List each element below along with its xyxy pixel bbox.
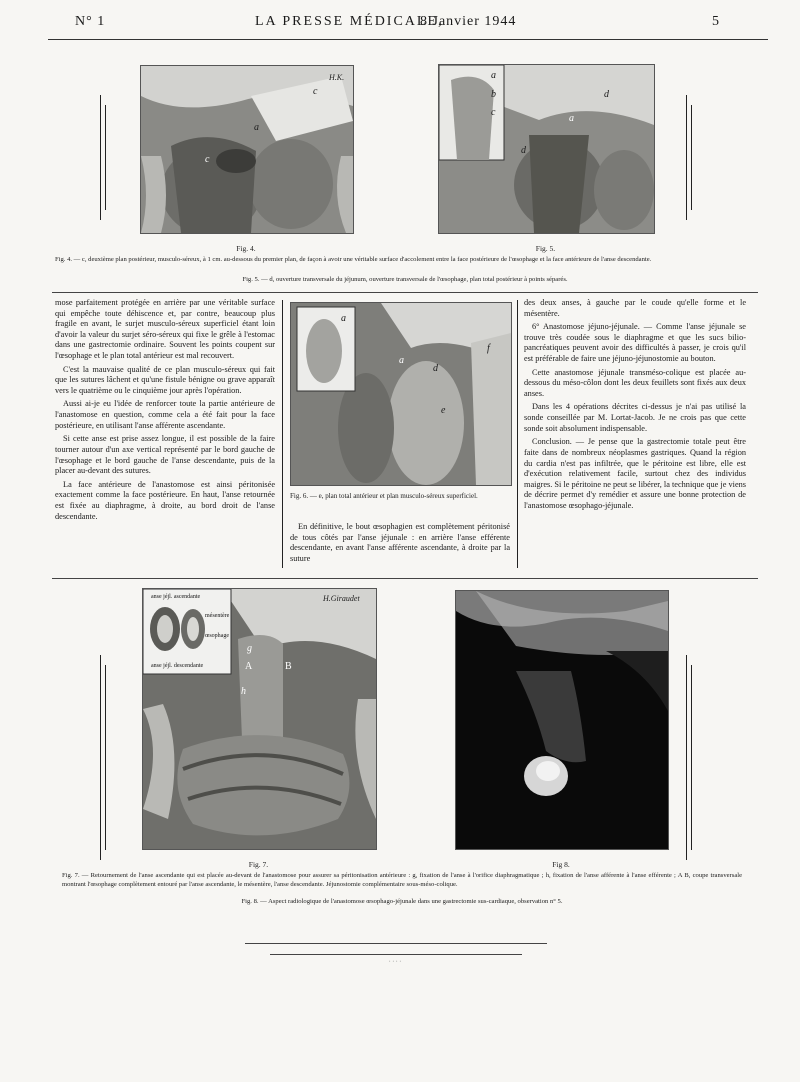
paragraph: mose parfaitement protégée en arrière par une véritable surface qui empêche toute déhiscence et, par contre, beaucoup plus fragile en avant, le surjet musculo-séreux superficiel étant loin d'avoir la valeur du surjet séro-séreux qui fixe le grêle à l'estomac dans une gastrectomie ordinaire. Souvent les points coupent sur l'œsophage et le plan total antérieur est mal recouvert. — [55, 298, 275, 361]
paragraph: 6° Anastomose jéjuno-jéjunale. — Comme l'anse jéjunale se trouve très coudée sous le diaphragme et que les sucs bilio-pancréatiques peuvent avoir des difficultés à passer, je crois qu'il est préférable de faire une jéjuno-jéjunostomie au bouton. — [524, 322, 746, 364]
figure-4-label: Fig. 4. — [236, 244, 256, 253]
figure-7-letter: B — [285, 661, 292, 672]
figure-6-letter: a — [341, 313, 346, 324]
paragraph: Si cette anse est prise assez longue, il est possible de la faire tourner autour d'un axe vertical représenté par le bord gauche de l'œsophage et le bord gauche de l'anse descendante, puis de la placer au-devant des sutures. — [55, 434, 275, 476]
text-column-left — [55, 298, 275, 525]
figure-7-letter: A — [245, 661, 253, 672]
figure-6-caption: Fig. 6. — e, plan total antérieur et plan musculo-séreux superficiel. — [290, 492, 478, 500]
caption-divider — [52, 292, 758, 293]
figure-4-caption: Fig. 4. — c, deuxième plan postérieur, musculo-séreux, à 1 cm. au-dessous du premier plan, de façon à avoir une véritable surface d'accolement entre la face postérieure de l'œsophage et la face antérieure de l'anse descendante. — [55, 256, 652, 263]
text-column-right — [524, 298, 746, 515]
figure-5-caption: Fig. 5. — d, ouverture transversale du jéjunum, ouverture transversale de l'œsophage, plan total postérieur à points séparés. — [242, 276, 568, 283]
figure-8-label: Fig 8. — [552, 860, 570, 869]
figure-5-letter: d — [521, 145, 526, 156]
figure-7-inset-label: mésentère — [205, 613, 230, 619]
figure-7-inset-label: œsophage — [205, 633, 229, 639]
figure-6-letter: e — [441, 405, 446, 416]
margin-rule — [105, 665, 106, 850]
figure-7-illustration — [142, 588, 377, 850]
figure-8-caption: Fig. 8. — Aspect radiologique de l'anastomose œsophago-jéjunale dans une gastrectomie sus-cardiaque, observation n° 5. — [241, 898, 563, 905]
figure-5-letter: a — [569, 113, 574, 124]
page-number: 5 — [712, 14, 720, 29]
margin-rule — [100, 95, 101, 220]
margin-rule — [686, 95, 687, 220]
paragraph: En définitive, le bout œsophagien est complètement péritonisé de tous côtés par l'anse jéjunale : en arrière l'anse efférente descendante, en avant l'anse afférente ascendante, à droite par la suture — [290, 522, 510, 563]
figure-5-letter: c — [491, 107, 496, 118]
figure-6-letter: f — [487, 343, 490, 354]
footer-rule — [270, 954, 522, 955]
figure-5-illustration — [438, 64, 655, 234]
paragraph: des deux anses, à gauche par le coude qu'elle forme et le mésentère. — [524, 298, 746, 318]
figure-4-signature: H.K. — [329, 73, 345, 82]
footer-rule — [245, 943, 547, 944]
figure-6-letter: a — [399, 355, 404, 366]
figure-7-signature: H.Giraudet — [323, 594, 360, 603]
figure-6-letter: d — [433, 363, 438, 374]
figure-5-letter: b — [491, 89, 496, 100]
figure-4-letter: c — [205, 154, 210, 165]
figure-7-inset-label: anse jéjl. ascendante — [151, 594, 201, 600]
margin-rule — [686, 655, 687, 860]
figure-6-illustration — [290, 302, 512, 486]
figure-5-label: Fig. 5. — [535, 244, 556, 253]
margin-rule — [691, 105, 692, 210]
figure-8-radiograph — [455, 590, 669, 850]
paragraph: C'est la mauvaise qualité de ce plan musculo-séreux qui fait que les sutures lâchent et qu'une fistule bénigne ou grave apparaît vers le quatrième ou le cinquième jour après l'opération. — [55, 364, 275, 395]
column-divider — [517, 300, 518, 568]
issue-date: 8 Janvier 1944 — [420, 14, 517, 29]
figure-7-label: Fig. 7. — [248, 860, 269, 869]
figure-4-letter: a — [254, 122, 259, 133]
figure-5-letter: a — [491, 70, 496, 81]
text-column-middle — [290, 522, 510, 567]
paragraph: Conclusion. — Je pense que la gastrectomie totale peut être faite dans de nombreux néoplasmes gastriques. Quand la région du cardia n'est pas infiltrée, que le péritoine est libre, elle est d'exécution relativement facile, surtout chez des individus maigres. Si le péritoine ne peut se libérer, la technique que je viens de décrire permet d'y remédier et assure une bonne protection de l'anastomose œsophago-jéjunale. — [524, 437, 746, 510]
margin-rule — [100, 655, 101, 860]
figure-7-letter: g — [247, 643, 252, 654]
figure-7-letter: h — [241, 686, 246, 697]
column-divider — [282, 300, 283, 568]
figure-7-inset-label: anse jéjl. descendante — [151, 663, 204, 669]
header-rule — [48, 39, 768, 40]
margin-rule — [105, 105, 106, 210]
margin-rule — [691, 665, 692, 850]
paragraph: Aussi ai-je eu l'idée de renforcer toute la partie antérieure de l'anastomose en question, comme cela a été fait pour la face postérieure, en utilisant l'anse afférente ascendante. — [55, 399, 275, 430]
figure-5-letter: d — [604, 89, 609, 100]
figure-7-caption: Fig. 7. — Retournement de l'anse ascendante qui est placée au-devant de l'anastomose pour assurer sa péritonisation antérieure : g, fixation de l'anse à l'orifice diaphragmatique ; h, fixation de l'anse afférente à l'anse efférente ; A B, coupe transversale montrant l'œsophage complètement entouré par l'anse ascendante, le mésentère, l'anse descendante. Jéjunostomie complémentaire sous-méso-colique. — [62, 872, 742, 888]
figure-4-letter: c — [313, 86, 318, 97]
paragraph: La face antérieure de l'anastomose est ainsi péritonisée exactement comme la face postérieure. En haut, l'anse retournée est fixée au diaphragme, à droite, au bord droit de l'anse descendante. — [55, 479, 275, 521]
journal-title: LA PRESSE MÉDICALE, — [255, 14, 444, 29]
paragraph: Dans les 4 opérations décrites ci-dessus je n'ai pas utilisé la sonde conseillée par M. Lortat-Jacob. Je ne crois pas que cette sonde soit absolument indispensable. — [524, 402, 746, 433]
footer-mark: · · · · — [388, 959, 402, 965]
figure-4-illustration — [140, 65, 354, 234]
section-divider — [52, 578, 758, 579]
issue-number: N° 1 — [75, 14, 106, 29]
paragraph: Cette anastomose jéjunale transméso-colique est placée au-dessous du méso-côlon dont les deux feuillets sont fixés aux deux anses. — [524, 367, 746, 398]
